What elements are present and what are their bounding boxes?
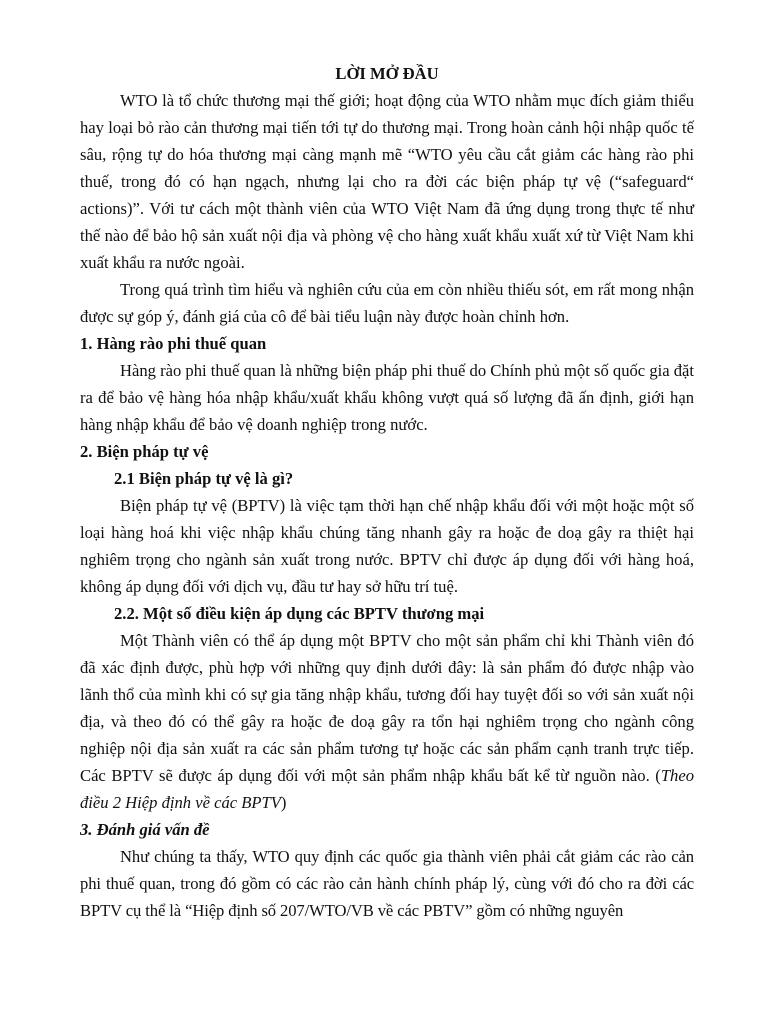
- section-3-heading: 3. Đánh giá vấn đề: [80, 820, 210, 839]
- section-1-body: Hàng rào phi thuế quan là những biện pháp phi thuế do Chính phủ một số quốc gia đặt ra để bảo vệ hàng hóa nhập khẩu/xuất khẩu không vượt quá số lượng đã ấn định, giới hạn hàng nhập khẩu để bảo vệ doanh nghiệp trong nước.: [80, 361, 695, 434]
- section-2-1-heading: 2.1 Biện pháp tự vệ là gì?: [114, 469, 294, 488]
- section-2-2-body-text: Một Thành viên có thể áp dụng một BPTV cho một sản phẩm chỉ khi Thành viên đó đã xác định được, phù hợp với những quy định dưới đây: là sản phẩm đó được nhập vào lãnh thổ của mình khi có sự gia tăng nhập khẩu, tương đối hay tuyệt đối so với sản xuất nội địa, và theo đó có thể gây ra hoặc đe doạ gây ra tổn hại nghiêm trọng cho ngành công nghiệp nội địa sản xuất ra các sản phẩm tương tự hoặc các sản phẩm cạnh tranh trực tiếp. Các BPTV sẽ được áp dụng đối với một sản phẩm nhập khẩu bất kể từ nguồn nào. (: [80, 631, 694, 785]
- thanks-paragraph: Trong quá trình tìm hiểu và nghiên cứu của em còn nhiều thiếu sót, em rất mong nhận được sự góp ý, đánh giá của cô để bài tiểu luận này được hoàn chỉnh hơn.: [80, 280, 694, 326]
- document-title: LỜI MỞ ĐẦU: [335, 64, 439, 83]
- section-2-2-heading: 2.2. Một số điều kiện áp dụng các BPTV thương mại: [114, 604, 485, 623]
- intro-paragraph: WTO là tổ chức thương mại thế giới; hoạt động của WTO nhằm mục đích giảm thiểu hay loại bỏ rào cản thương mại tiến tới tự do thương mại. Trong hoàn cảnh hội nhập quốc tế sâu, rộng tự do hóa thương mại càng mạnh mẽ “WTO yêu cầu cắt giảm các hàng rào phi thuế, trong đó có hạn ngạch, nhưng lại cho ra đời các biện pháp tự vệ (“safeguard“ actions)”. Với tư cách một thành viên của WTO Việt Nam đã ứng dụng trong thực tế như thế nào để bảo hộ sản xuất nội địa và phòng vệ cho hàng xuất khẩu xuất xứ từ Việt Nam khi xuất khẩu ra nước ngoài.: [80, 91, 694, 272]
- section-2-2-citation: Theo điều 2 Hiệp định về các BPTV: [80, 766, 694, 812]
- section-2-1-body: Biện pháp tự vệ (BPTV) là việc tạm thời hạn chế nhập khẩu đối với một hoặc một số loại hàng hoá khi việc nhập khẩu chúng tăng nhanh gây ra hoặc đe doạ gây ra thiệt hại nghiêm trọng cho ngành sản xuất trong nước. BPTV chỉ được áp dụng đối với hàng hoá, không áp dụng đối với dịch vụ, đầu tư hay sở hữu trí tuệ.: [80, 496, 694, 596]
- section-2-heading: 2. Biện pháp tự vệ: [80, 442, 209, 461]
- document-page: [80, 60, 694, 924]
- section-2-2-body: [80, 627, 694, 816]
- section-2-2-close-paren: ): [280, 793, 287, 812]
- section-3-body: Như chúng ta thấy, WTO quy định các quốc gia thành viên phải cắt giảm các rào cản phi thuế quan, trong đó gồm có các rào cản hành chính pháp lý, cùng với đó cho ra đời các BPTV cụ thể là “Hiệp định số 207/WTO/VB về các PBTV” gồm có những nguyên: [80, 847, 694, 920]
- section-1-heading: 1. Hàng rào phi thuế quan: [80, 334, 267, 353]
